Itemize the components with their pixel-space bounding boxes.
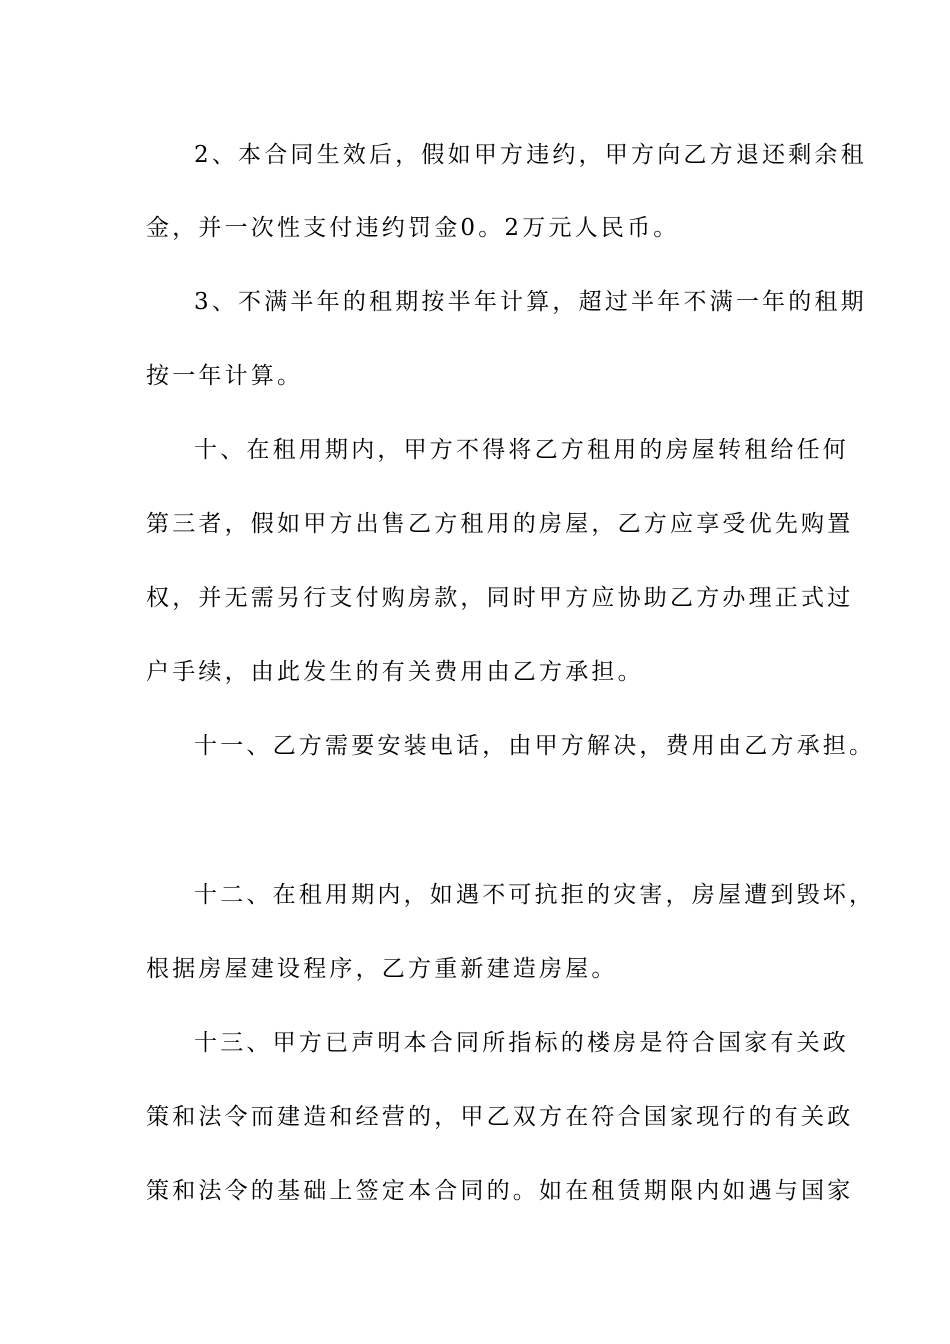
clause-13-line-2: 策和法令而建造和经营的，甲乙双方在符合国家现行的有关政	[146, 1104, 854, 1130]
clause-10-line-3: 权，并无需另行支付购房款，同时甲方应协助乙方办理正式过	[146, 585, 854, 611]
clause-10-line-2: 第三者，假如甲方出售乙方租用的房屋，乙方应享受优先购置	[146, 511, 854, 537]
clause-2-line-2: 金，并一次性支付违约罚金0。2万元人民币。	[146, 215, 680, 241]
clause-3-line-1: 3、不满半年的租期按半年计算，超过半年不满一年的租期	[194, 289, 867, 315]
clause-11-line-1: 十一、乙方需要安装电话，由甲方解决，费用由乙方承担。	[194, 733, 876, 759]
clause-3-line-2: 按一年计算。	[146, 363, 304, 389]
clause-2-line-1: 2、本合同生效后，假如甲方违约，甲方向乙方退还剩余租	[194, 142, 867, 168]
clause-12-line-2: 根据房屋建设程序，乙方重新建造房屋。	[146, 956, 618, 982]
clause-13-line-1: 十三、甲方已声明本合同所指标的楼房是符合国家有关政	[194, 1030, 849, 1056]
clause-10-line-4: 户手续，由此发生的有关费用由乙方承担。	[146, 659, 644, 685]
clause-13-line-3: 策和法令的基础上签定本合同的。如在租赁期限内如遇与国家	[146, 1178, 854, 1204]
clause-10-line-1: 十、在租用期内，甲方不得将乙方租用的房屋转租给任何	[194, 437, 849, 463]
clause-12-line-1: 十二、在租用期内，如遇不可抗拒的灾害，房屋遭到毁坏，	[194, 882, 876, 908]
